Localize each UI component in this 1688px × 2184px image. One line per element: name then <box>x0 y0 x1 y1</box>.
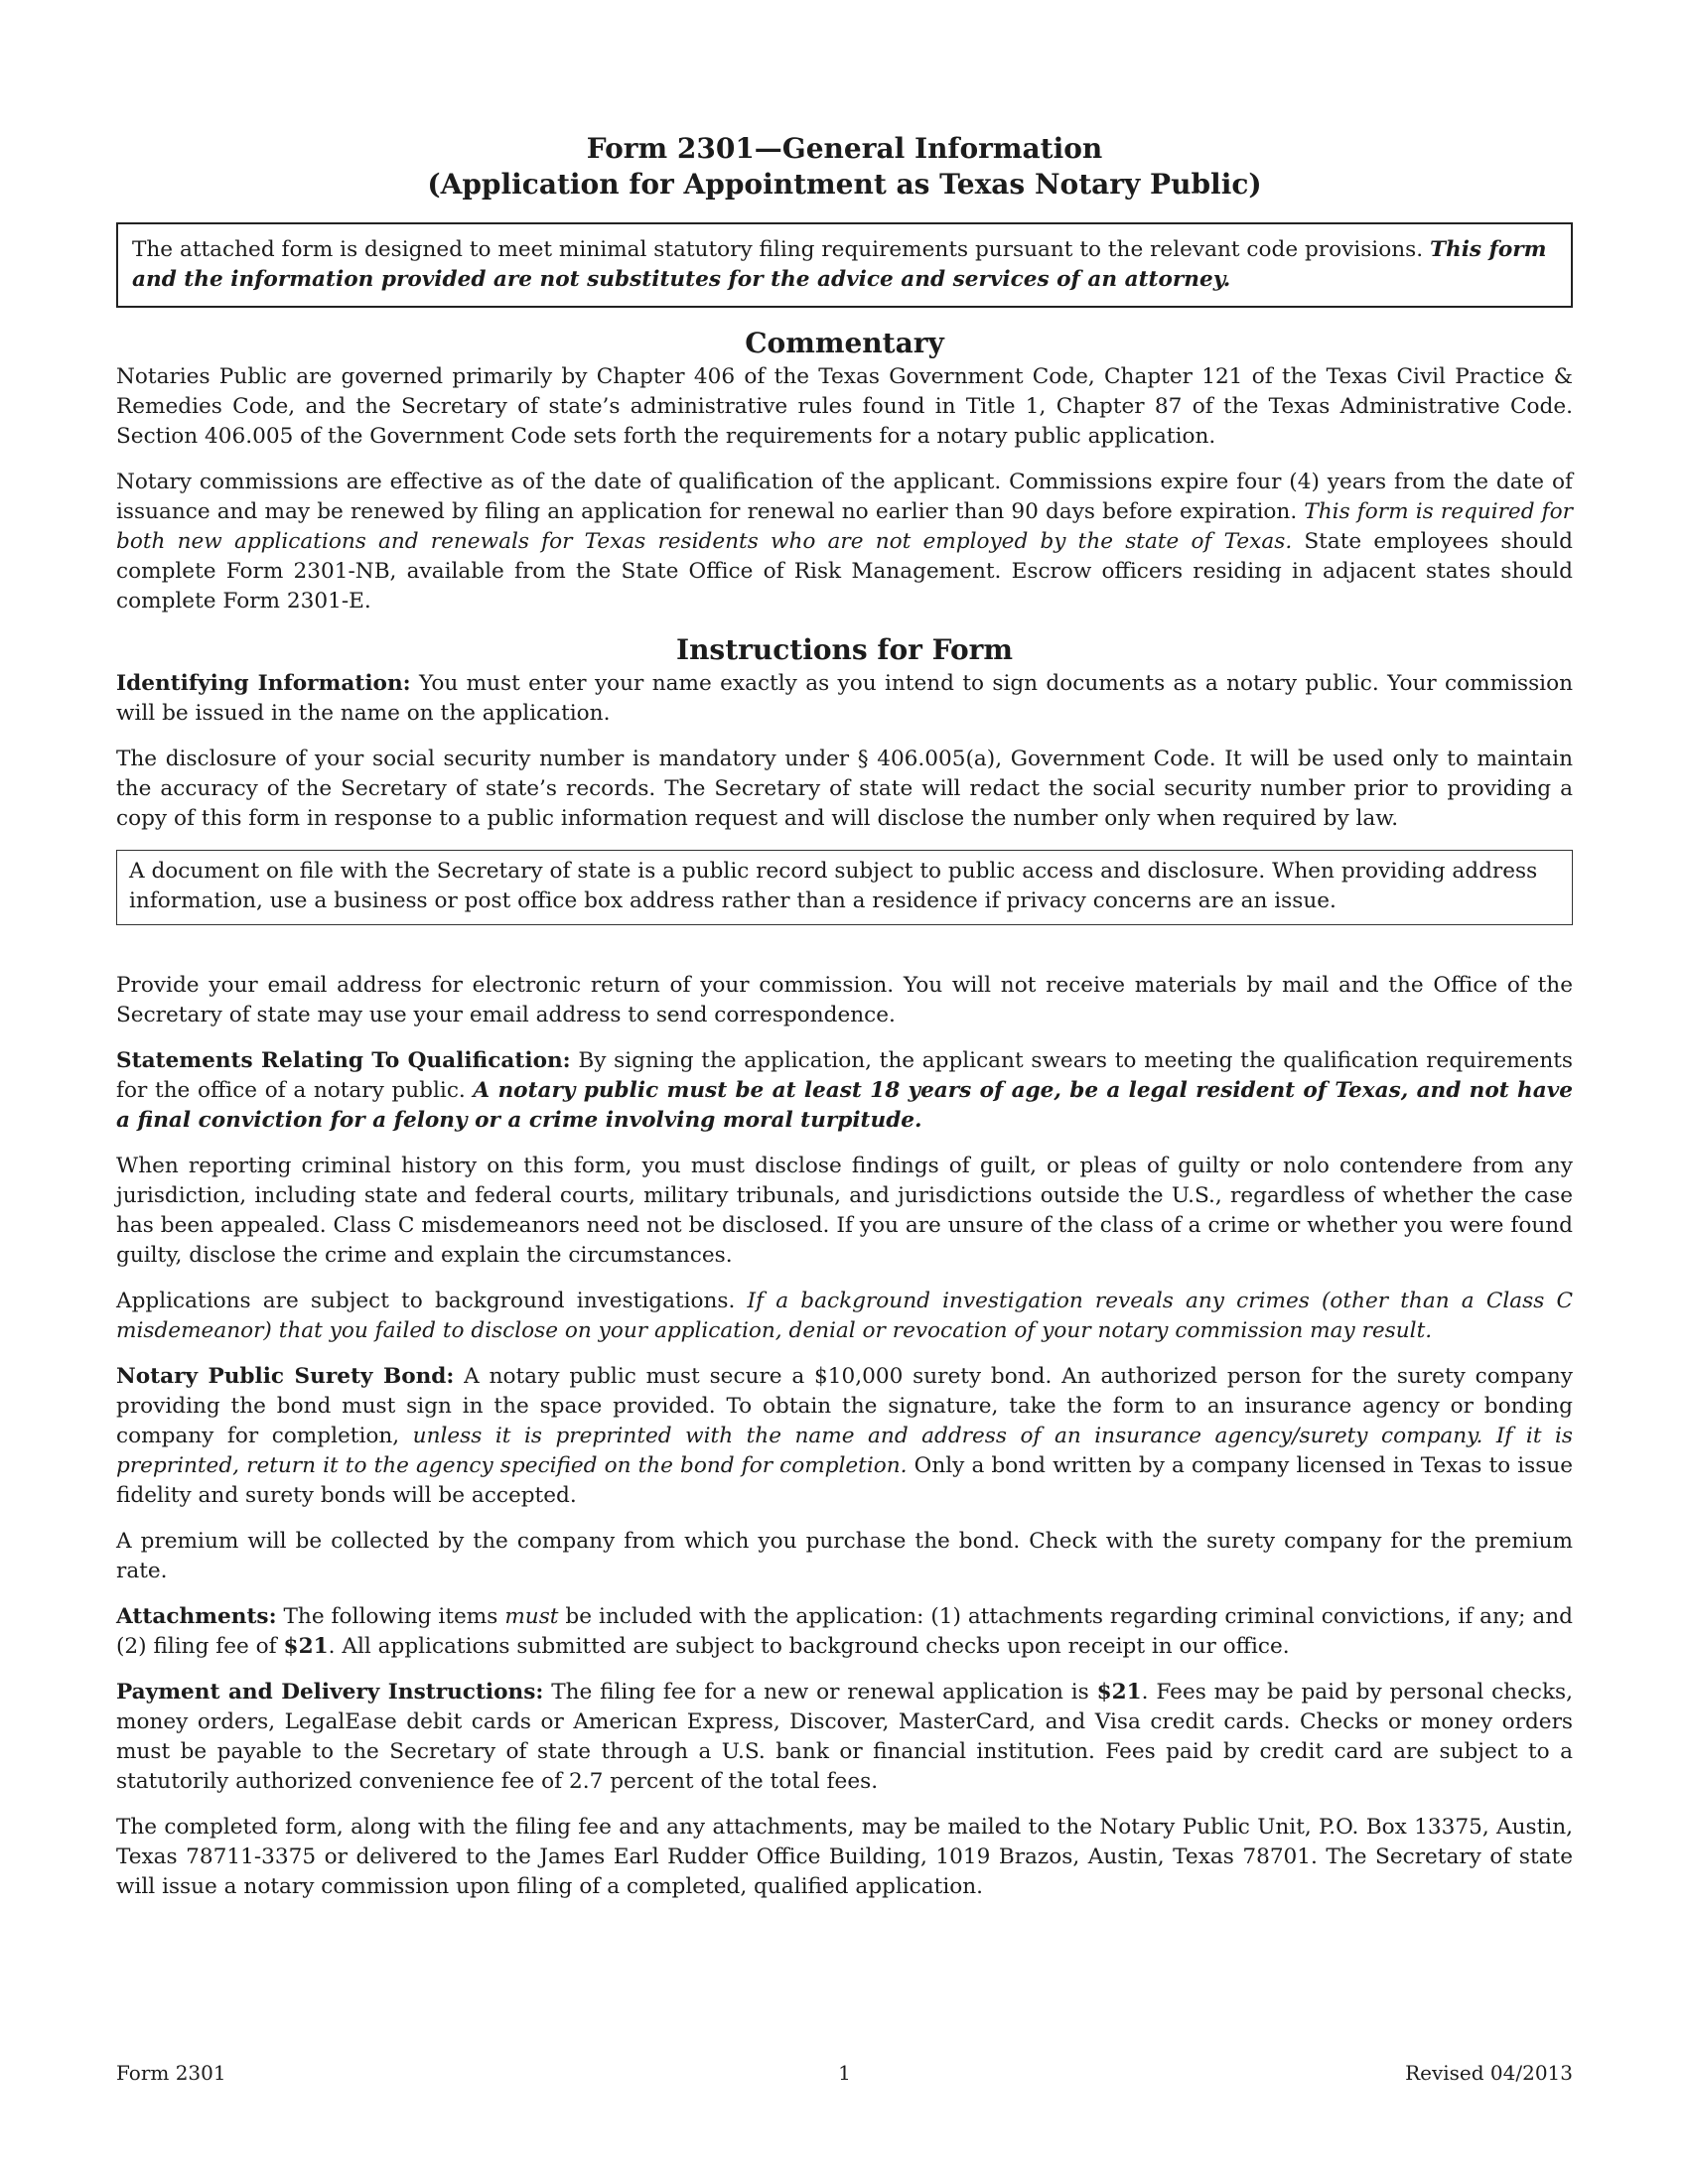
disclaimer-box <box>116 222 1573 308</box>
surety-bond-label: Notary Public Surety Bond: <box>116 1364 455 1389</box>
qualification-label: Statements Relating To Qualification: <box>116 1048 571 1073</box>
footer-form-id: Form 2301 <box>116 2061 226 2085</box>
disclaimer-text: The attached form is designed to meet minimal statutory filing requirements pursuant to the relevant code provisions. <box>132 237 1430 262</box>
commentary-p2-text: Notary commissions are effective as of the date of qualification of the applicant. Commissions expire four (4) years from the date of issuance and may be renewed by filing an application for renewal no earlier than 90 days before expiration. <box>116 470 1573 524</box>
surety-bond-text: A notary public must secure a $10,000 surety bond. An authorized person for the surety company providing the bond must sign in the space provided. To obtain the signature, take the form to an insurance agency or bonding company for completion, <box>116 1364 1574 1448</box>
public-record-notice-box <box>116 850 1573 925</box>
commentary-p2-italic: This form is required for both new applications and renewals for Texas residents who are not employed by the state of Texas. <box>116 499 1573 554</box>
attachments-must: must <box>504 1604 559 1629</box>
disclaimer-emphasis: This form and the information provided are not substitutes for the advice and services of an attorney. <box>132 237 1547 292</box>
qualification-emphasis: A notary public must be at least 18 years of age, be a legal resident of Texas, and not have a final conviction for a felony or a crime involving moral turpitude. <box>116 1078 1573 1133</box>
qualification-paragraph <box>116 1046 1573 1136</box>
attachments-text: The following items <box>276 1604 505 1629</box>
background-text: Applications are subject to background investigations. <box>116 1289 748 1313</box>
attachments-paragraph <box>116 1602 1573 1662</box>
public-record-notice-text: A document on file with the Secretary of state is a public record subject to public access and disclosure. When providing address information, use a business or post office box address rather than a residence if privacy concerns are an issue. <box>129 859 1538 913</box>
qualification-text: By signing the application, the applicant swears to meeting the qualification requirements for the office of a notary public. <box>116 1048 1573 1103</box>
premium-paragraph: A premium will be collected by the company from which you purchase the bond. Check with the surety company for the premium rate. <box>116 1529 1573 1583</box>
payment-fee: $21 <box>1096 1680 1142 1705</box>
page-title: Form 2301—General Information <box>586 132 1103 165</box>
payment-paragraph <box>116 1678 1573 1797</box>
payment-label: Payment and Delivery Instructions: <box>116 1680 544 1705</box>
surety-bond-text-b: Only a bond written by a company licensed in Texas to issue fidelity and surety bonds will be accepted. <box>116 1453 1573 1508</box>
attachments-label: Attachments: <box>116 1604 277 1629</box>
attachments-fee: $21 <box>283 1634 329 1659</box>
identifying-info-label: Identifying Information: <box>116 671 411 696</box>
attachments-text-c: . All applications submitted are subject to background checks upon receipt in our office. <box>328 1634 1290 1659</box>
criminal-history-paragraph: When reporting criminal history on this form, you must disclose findings of guilt, or pleas of guilty or nolo contendere from any jurisdiction, including state and federal courts, military tribunals, and jurisdictions outside the U.S., regardless of whether the case has been appealed. Class C misdemeanors need not be disclosed. If you are unsure of the class of a crime or whether you were found guilty, disclose the crime and explain the circumstances. <box>116 1154 1573 1268</box>
commentary-p2-text-b: State employees should complete Form 2301-NB, available from the State Office of Risk Management. Escrow officers residing in adjacent states should complete Form 2301-E. <box>116 529 1573 614</box>
attachments-text-b: be included with the application: (1) attachments regarding criminal convictions, if any; and (2) filing fee of <box>116 1604 1573 1659</box>
ssn-paragraph: The disclosure of your social security number is mandatory under § 406.005(a), Government Code. It will be used only to maintain the accuracy of the Secretary of state’s records. The Secretary of state will redact the social security number prior to providing a copy of this form in response to a public information request and will disclose the number only when required by law. <box>116 747 1573 831</box>
page-subtitle: (Application for Appointment as Texas Notary Public) <box>427 168 1262 201</box>
background-italic: If a background investigation reveals any crimes (other than a Class C misdemeanor) that you failed to disclose on your application, denial or revocation of your notary commission may result. <box>116 1289 1573 1343</box>
title-block <box>116 131 1573 203</box>
identifying-info-text: You must enter your name exactly as you intend to sign documents as a notary public. Your commission will be issued in the name on the application. <box>116 671 1573 726</box>
mailing-paragraph: The completed form, along with the filing fee and any attachments, may be mailed to the Notary Public Unit, P.O. Box 13375, Austin, Texas 78711-3375 or delivered to the James Earl Rudder Office Building, 1019 Brazos, Austin, Texas 78701. The Secretary of state will issue a notary commission upon filing of a completed, qualified application. <box>116 1815 1573 1899</box>
document-page <box>116 131 1573 2156</box>
instructions-heading: Instructions for Form <box>675 633 1014 666</box>
commentary-paragraph-1: Notaries Public are governed primarily by Chapter 406 of the Texas Government Code, Chapter 121 of the Texas Civil Practice & Remedies Code, and the Secretary of state’s administrative rules found in Title 1, Chapter 87 of the Texas Administrative Code. Section 406.005 of the Government Code sets forth the requirements for a notary public application. <box>116 364 1573 449</box>
footer-revised-date: Revised 04/2013 <box>1405 2061 1573 2085</box>
surety-bond-paragraph <box>116 1362 1573 1511</box>
commentary-paragraph-2 <box>116 468 1573 616</box>
payment-text-b: . Fees may be paid by personal checks, money orders, LegalEase debit cards or American Express, Discover, MasterCard, and Visa credit cards. Checks or money orders must be payable to the Secretary of state through a U.S. bank or financial institution. Fees paid by credit card are subject to a statutorily authorized convenience fee of 2.7 percent of the total fees. <box>116 1680 1573 1794</box>
email-paragraph: Provide your email address for electronic return of your commission. You will not receive materials by mail and the Office of the Secretary of state may use your email address to send correspondence. <box>116 973 1573 1027</box>
identifying-info-paragraph <box>116 669 1573 729</box>
footer-page-number: 1 <box>838 2061 851 2085</box>
payment-text: The filing fee for a new or renewal application is <box>543 1680 1097 1705</box>
surety-bond-italic: unless it is preprinted with the name and address of an insurance agency/surety company. If it is preprinted, return it to the agency specified on the bond for completion. <box>116 1424 1574 1478</box>
commentary-heading: Commentary <box>745 327 944 359</box>
background-paragraph <box>116 1287 1573 1346</box>
